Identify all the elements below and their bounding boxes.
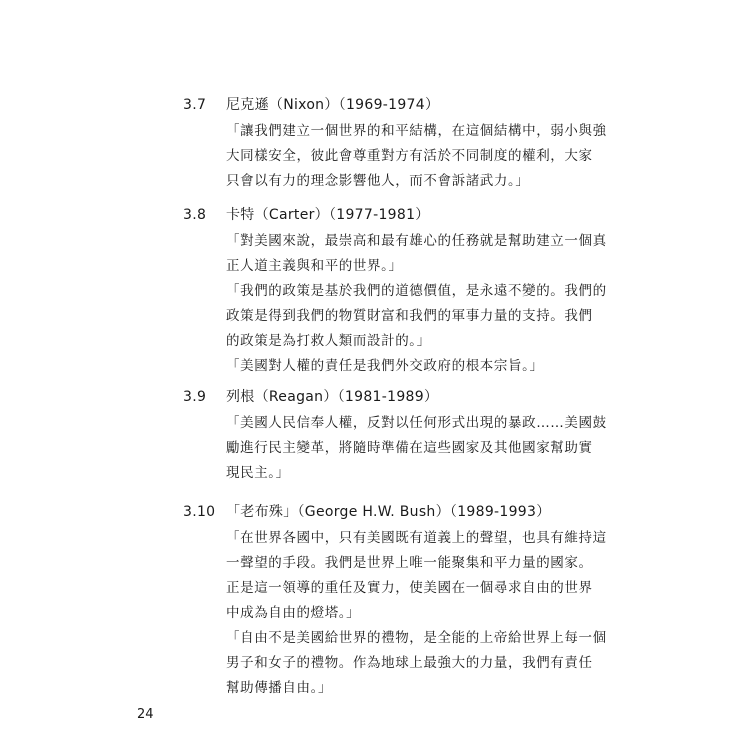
section-title: 卡特（Carter）（1977-1981）: [226, 207, 430, 223]
quote-line: 男子和女子的禮物。作為地球上最強大的力量，我們有責任: [226, 655, 593, 671]
quote-line: 正人道主義與和平的世界。」: [226, 258, 403, 274]
quote-line: 幫助傳播自由。」: [226, 680, 333, 696]
quote-line: 「在世界各國中，只有美國既有道義上的聲望，也具有維持這: [226, 530, 607, 546]
quote-line: 大同樣安全，彼此會尊重對方有活於不同制度的權利，大家: [226, 148, 593, 164]
section-number: 3.9: [183, 389, 207, 405]
section-title: 尼克遜（Nixon）（1969-1974）: [226, 97, 440, 113]
quote-line: 現民主。」: [226, 465, 290, 481]
quote-line: 一聲望的手段。我們是世界上唯一能聚集和平力量的國家。: [226, 555, 593, 571]
quote-line: 勵進行民主變革，將隨時準備在這些國家及其他國家幫助實: [226, 440, 593, 456]
quote-line: 「讓我們建立一個世界的和平結構，在這個結構中，弱小與強: [226, 123, 607, 139]
quote-line: 「我們的政策是基於我們的道德價值，是永遠不變的。我們的: [226, 283, 607, 299]
quote-line: 政策是得到我們的物質財富和我們的軍事力量的支持。我們: [226, 308, 593, 324]
quote-line: 中成為自由的燈塔。」: [226, 605, 361, 621]
quote-line: 「對美國來說，最崇高和最有雄心的任務就是幫助建立一個真: [226, 233, 607, 249]
quote-line: 「美國對人權的責任是我們外交政府的根本宗旨。」: [226, 358, 544, 374]
quote-line: 正是這一領導的重任及實力，使美國在一個尋求自由的世界: [226, 580, 593, 596]
section-number: 3.8: [183, 207, 207, 223]
section-title: 列根（Reagan）（1981-1989）: [226, 389, 439, 405]
section-title: 「老布殊」（George H.W. Bush）（1989-1993）: [226, 504, 551, 520]
page-number: 24: [137, 707, 154, 722]
quote-line: 「自由不是美國給世界的禮物，是全能的上帝給世界上每一個: [226, 630, 607, 646]
quote-line: 「美國人民信奉人權，反對以任何形式出現的暴政……美國鼓: [226, 415, 607, 431]
quote-line: 只會以有力的理念影響他人，而不會訴諸武力。」: [226, 173, 530, 189]
quote-line: 的政策是為打救人類而設計的。」: [226, 333, 431, 349]
section-number: 3.7: [183, 97, 207, 113]
section-number: 3.10: [183, 504, 216, 520]
